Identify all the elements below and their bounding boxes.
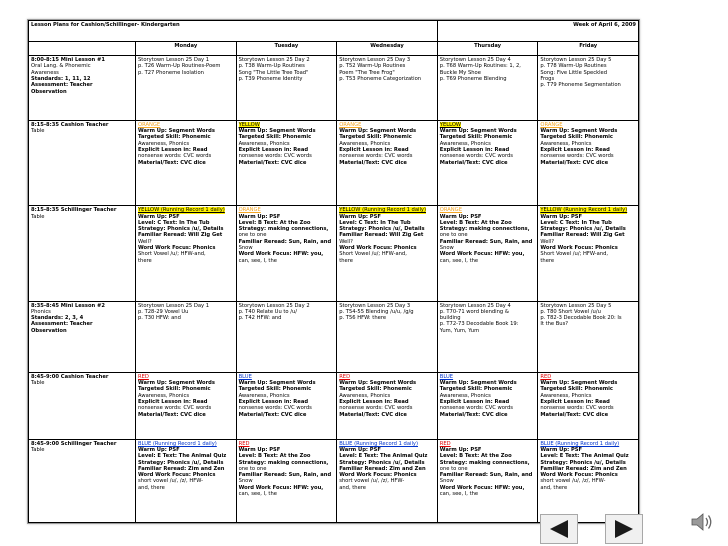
lesson-cell (337, 206, 438, 301)
lesson-text: can, see, I, the (439, 257, 479, 264)
lesson-text: p. T72-73 Decodable Book 19: (439, 321, 519, 328)
lesson-cell (236, 439, 337, 522)
standards-text: Assessment: Teacher (31, 321, 93, 328)
lesson-text: Storytown Lesson 25 Day 2 (238, 302, 310, 309)
lesson-text: p. T68 Warm-Up Routines: 1, 2, (439, 63, 521, 70)
lesson-text: there (540, 257, 555, 264)
lesson-plan-sheet (27, 19, 640, 524)
lesson-text: p. T27 Phoneme Isolation (138, 69, 204, 76)
lesson-text: Awareness, Phonics (439, 140, 491, 147)
lesson-text: Word Work Focus: Phonics (339, 244, 417, 251)
lesson-text: there (339, 257, 353, 264)
lesson-text: Storytown Lesson 25 Day 1 (138, 302, 210, 309)
lesson-text: Warm Up: PSF (439, 213, 482, 220)
lesson-text: Word Work Focus: Phonics (138, 244, 216, 251)
lesson-text: Song: Five Little Speckled (540, 69, 608, 76)
lesson-text: Warm Up: PSF (138, 446, 180, 453)
lesson-cell (538, 120, 639, 205)
lesson-text: Word Work Focus: Phonics (339, 472, 417, 479)
time-slot-text: Oral Lang. & Phonemic (31, 63, 91, 70)
schedule-row (29, 372, 639, 439)
lesson-cell (437, 206, 538, 301)
time-slot-text: 8:45-9:00 Cashion Teacher (31, 373, 109, 380)
lesson-text: Level: B Text: At the Zoo (439, 219, 512, 226)
lesson-text: Short Vowel /u/; HFW-and, (339, 251, 407, 258)
lesson-text: Familiar Reread: Will Zig Get (339, 232, 424, 239)
day-header-friday: Friday (538, 41, 639, 55)
lesson-text: Word Work Focus: Phonics (540, 244, 618, 251)
lesson-text: Warm Up: Segment Words (138, 380, 215, 387)
lesson-cell (437, 120, 538, 205)
lesson-text: Targeted Skill: Phonemic (439, 386, 513, 393)
lesson-cell (337, 372, 438, 439)
time-slot-text: Phonics (31, 308, 51, 315)
schedule-row (29, 439, 639, 522)
lesson-text: nonsense words: CVC words (238, 153, 312, 160)
lesson-text: Level: B Text: At the Zoo (439, 453, 512, 460)
standards-text: Assessment: Teacher (31, 82, 93, 89)
corner-cell (29, 41, 136, 55)
lesson-text: Awareness, Phonics (238, 392, 290, 399)
lesson-text: Material/Text: CVC dice (540, 159, 609, 166)
group-color-label: YELLOW (Running Record 1 daily) (138, 207, 225, 214)
lesson-text: can, see, I, the (439, 491, 479, 498)
lesson-text: short vowel /u/, /z/, HFW- (540, 478, 606, 485)
group-color-label: BLUE (Running Record 1 daily) (138, 440, 217, 447)
lesson-text: p. T56 HFW: there (339, 315, 387, 322)
group-color-label: BLUE (Running Record 1 daily) (540, 440, 620, 447)
lesson-text: can, see, I, the (238, 257, 277, 264)
lesson-text: Explicit Lesson in: Read (339, 398, 409, 405)
lesson-cell (236, 372, 337, 439)
lesson-text: Material/Text: CVC dice (138, 411, 206, 418)
lesson-text: Warm Up: Segment Words (439, 380, 517, 387)
lesson-cell (236, 301, 337, 372)
lesson-text: Storytown Lesson 25 Day 3 (339, 57, 411, 64)
lesson-text: Word Work Focus: HFW: you, (439, 484, 525, 491)
lesson-text: Material/Text: CVC dice (339, 411, 407, 418)
standards-text: Observation (31, 327, 67, 334)
lesson-text: Word Work Focus: Phonics (138, 472, 216, 479)
time-slot-text: 8:35-8:45 Mini Lesson #2 (31, 302, 106, 309)
group-color-label: RED (238, 440, 250, 447)
prev-slide-button[interactable] (540, 514, 578, 544)
lesson-cell (538, 372, 639, 439)
week-label: Week of April 6, 2009 (437, 21, 638, 42)
time-slot-text: Table (31, 213, 45, 220)
group-color-label: YELLOW (238, 121, 260, 128)
lesson-text: Targeted Skill: Phonemic (540, 134, 613, 141)
lesson-text: Targeted Skill: Phonemic (138, 134, 211, 141)
lesson-text: Poem "The Tree Frog" (339, 69, 395, 76)
lesson-text: Awareness, Phonics (238, 140, 290, 147)
time-slot-text: 8:45-9:00 Schillinger Teacher (31, 440, 117, 447)
lesson-text: Strategy: Phonics /u/, Details (339, 459, 425, 466)
time-slot-text: 8:15-8:35 Schillinger Teacher (31, 207, 117, 214)
lesson-text: Strategy: making connections, (439, 226, 530, 233)
lesson-text: Buckle My Shoe (439, 69, 481, 76)
lesson-text: Warm Up: PSF (238, 213, 281, 220)
lesson-text: Yum, Yum, Yum (439, 327, 480, 334)
time-slot-cell (29, 372, 136, 439)
lesson-text: nonsense words: CVC words (238, 405, 312, 412)
standards-text: Standards: 2, 3, 4 (31, 315, 84, 322)
lesson-text: there (138, 257, 152, 264)
lesson-cell (136, 206, 237, 301)
lesson-text: Word Work Focus: Phonics (540, 472, 618, 479)
lesson-text: Level: B Text: At the Zoo (238, 453, 311, 460)
lesson-text: short vowel /u/, /z/, HFW- (339, 478, 405, 485)
lesson-cell (437, 439, 538, 522)
group-color-label: YELLOW (Running Record 1 daily) (339, 207, 426, 214)
lesson-text: Awareness, Phonics (138, 140, 190, 147)
triangle-left-icon (541, 515, 577, 543)
lesson-text: Level: B Text: At the Zoo (238, 219, 311, 226)
lesson-text: Strategy: Phonics /u/, Details (138, 459, 224, 466)
lesson-cell (538, 56, 639, 121)
lesson-text: Warm Up: Segment Words (238, 128, 316, 135)
lesson-text: Material/Text: CVC dice (439, 411, 508, 418)
lesson-text: p. T69 Phoneme Blending (439, 75, 507, 82)
lesson-text: Strategy: Phonics /u/, Details (138, 226, 224, 233)
lesson-text: Storytown Lesson 25 Day 5 (540, 302, 612, 309)
lesson-text: Familiar Reread: Zim and Zen (540, 465, 627, 472)
time-slot-cell (29, 206, 136, 301)
schedule-row (29, 206, 639, 301)
lesson-text: p. T80 Short Vowel /u/u (540, 308, 601, 315)
lesson-text: Warm Up: Segment Words (540, 128, 618, 135)
lesson-cell (136, 372, 237, 439)
lesson-text: Storytown Lesson 25 Day 1 (138, 57, 210, 64)
lesson-text: Level: E Text: The Animal Quiz (540, 453, 629, 460)
lesson-text: Explicit Lesson in: Read (238, 398, 309, 405)
lesson-text: Warm Up: PSF (339, 213, 381, 220)
lesson-text: Level: C Text: In The Tub (138, 219, 210, 226)
group-color-label: RED (439, 440, 451, 447)
lesson-text: Explicit Lesson in: Read (439, 398, 510, 405)
lesson-text: Awareness, Phonics (339, 140, 391, 147)
lesson-text: Explicit Lesson in: Read (439, 146, 510, 153)
lesson-cell (538, 439, 639, 522)
lesson-text: Frogs (540, 75, 555, 82)
speaker-icon[interactable] (689, 510, 715, 534)
group-color-label: ORANGE (339, 121, 362, 128)
lesson-text: building (439, 315, 461, 322)
time-slot-text: 8:15-8:35 Cashion Teacher (31, 121, 109, 128)
triangle-right-icon (606, 515, 642, 543)
lesson-text: Targeted Skill: Phonemic (238, 134, 312, 141)
lesson-text: one to one (238, 465, 267, 472)
lesson-text: Song "The Little Tree Toad" (238, 69, 309, 76)
next-slide-button[interactable] (605, 514, 643, 544)
lesson-cell (337, 301, 438, 372)
lesson-text: Well? (138, 238, 152, 245)
lesson-text: Material/Text: CVC dice (238, 411, 307, 418)
lesson-text: Explicit Lesson in: Read (540, 398, 610, 405)
lesson-text: Strategy: Phonics /u/, Details (540, 226, 626, 233)
lesson-text: Familiar Reread: Zim and Zen (138, 465, 225, 472)
time-slot-cell (29, 301, 136, 372)
lesson-text: Strategy: making connections, (238, 459, 329, 466)
lesson-text: p. T78 Warm-Up Routines (540, 63, 607, 70)
lesson-text: Familiar Reread: Will Zig Get (540, 232, 625, 239)
lesson-text: Level: E Text: The Animal Quiz (138, 453, 227, 460)
lesson-cell (337, 439, 438, 522)
group-color-label: BLUE (439, 373, 454, 380)
lesson-text: Warm Up: PSF (540, 213, 583, 220)
lesson-text: nonsense words: CVC words (540, 153, 614, 160)
lesson-text: p. T30 HFW: and (138, 315, 181, 322)
lesson-text: Strategy: making connections, (238, 226, 329, 233)
lesson-text: Warm Up: Segment Words (138, 128, 215, 135)
lesson-cell (136, 56, 237, 121)
group-color-label: BLUE (238, 373, 252, 380)
lesson-text: and, there (138, 484, 165, 491)
lesson-cell (136, 301, 237, 372)
lesson-text: Well? (339, 238, 353, 245)
group-color-label: RED (138, 373, 149, 380)
lesson-text: Awareness, Phonics (138, 392, 190, 399)
time-slot-text: Table (31, 446, 45, 453)
lesson-text: Short Vowel /u/; HFW-and, (138, 251, 206, 258)
lesson-text: Strategy: Phonics /u/, Details (540, 459, 626, 466)
lesson-text: nonsense words: CVC words (339, 405, 413, 412)
lesson-cell (236, 206, 337, 301)
day-header-wednesday: Wednesday (337, 41, 438, 55)
group-color-label: RED (540, 373, 552, 380)
lesson-text: Warm Up: PSF (238, 446, 281, 453)
group-color-label: ORANGE (540, 121, 563, 128)
group-color-label: YELLOW (439, 121, 462, 128)
lesson-cell (538, 301, 639, 372)
lesson-text: Snow (439, 478, 454, 485)
lesson-text: p. T70-71 word blending & (439, 308, 509, 315)
lesson-text: Explicit Lesson in: Read (138, 146, 208, 153)
lesson-text: Explicit Lesson in: Read (540, 146, 610, 153)
lesson-text: Explicit Lesson in: Read (339, 146, 409, 153)
standards-text: Observation (31, 88, 67, 95)
lesson-text: It the Bus? (540, 321, 569, 328)
lesson-text: Warm Up: PSF (540, 446, 583, 453)
lesson-text: Word Work Focus: HFW: you, (238, 484, 324, 491)
lesson-text: one to one (238, 232, 267, 239)
lesson-text: Short Vowel /u/; HFW-and, (540, 251, 609, 258)
schedule-body (29, 56, 639, 523)
time-slot-text: 8:00-8:15 Mini Lesson #1 (31, 57, 106, 64)
group-color-label: ORANGE (238, 207, 261, 214)
lesson-text: p. T38 Warm-Up Routines (238, 63, 305, 70)
lesson-text: Storytown Lesson 25 Day 4 (439, 57, 511, 64)
lesson-text: can, see, I, the (238, 491, 277, 498)
schedule-row (29, 120, 639, 205)
time-slot-cell (29, 56, 136, 121)
group-color-label: BLUE (Running Record 1 daily) (339, 440, 418, 447)
lesson-text: Material/Text: CVC dice (238, 159, 307, 166)
lesson-text: Material/Text: CVC dice (138, 159, 206, 166)
group-color-label: YELLOW (Running Record 1 daily) (540, 207, 628, 214)
lesson-text: Word Work Focus: HFW: you, (439, 251, 525, 258)
lesson-text: nonsense words: CVC words (439, 405, 514, 412)
page-title: Lesson Plans for Cashion/Schillinger- Kindergarten (29, 21, 438, 42)
lesson-cell (236, 56, 337, 121)
lesson-cell (337, 120, 438, 205)
schedule-row (29, 301, 639, 372)
lesson-text: Warm Up: Segment Words (439, 128, 517, 135)
lesson-text: Warm Up: Segment Words (339, 128, 417, 135)
lesson-text: Awareness, Phonics (339, 392, 391, 399)
lesson-text: Level: E Text: The Animal Quiz (339, 453, 428, 460)
day-header-monday: Monday (136, 41, 237, 55)
lesson-text: Storytown Lesson 25 Day 3 (339, 302, 411, 309)
lesson-text: nonsense words: CVC words (540, 405, 614, 412)
lesson-cell (136, 120, 237, 205)
time-slot-text: Table (31, 380, 45, 387)
lesson-text: p. T82-3 Decodable Book 20: Is (540, 315, 622, 322)
lesson-text: Familiar Reread: Will Zig Get (138, 232, 223, 239)
lesson-text: Snow (439, 244, 454, 251)
lesson-cell (337, 56, 438, 121)
lesson-text: nonsense words: CVC words (439, 153, 514, 160)
lesson-text: Snow (238, 244, 253, 251)
lesson-text: and, there (339, 484, 366, 491)
lesson-text: Familiar Reread: Sun, Rain, and (439, 238, 533, 245)
lesson-text: nonsense words: CVC words (138, 405, 212, 412)
lesson-text: Level: C Text: In The Tub (339, 219, 411, 226)
lesson-text: and, there (540, 484, 568, 491)
lesson-text: Targeted Skill: Phonemic (238, 386, 312, 393)
lesson-text: p. T54-55 Blending /u/u, /g/g (339, 308, 414, 315)
group-color-label: ORANGE (439, 207, 462, 214)
lesson-text: p. T40 Relate Uu to /u/ (238, 308, 298, 315)
lesson-text: Warm Up: Segment Words (339, 380, 417, 387)
lesson-text: Warm Up: Segment Words (238, 380, 316, 387)
lesson-text: Level: C Text: In The Tub (540, 219, 612, 226)
lesson-text: p. T53 Phoneme Categorization (339, 75, 422, 82)
lesson-cell (437, 372, 538, 439)
lesson-text: Awareness, Phonics (439, 392, 491, 399)
lesson-text: Warm Up: PSF (138, 213, 180, 220)
time-slot-text: Table (31, 128, 45, 135)
lesson-cell (437, 56, 538, 121)
lesson-text: Explicit Lesson in: Read (238, 146, 309, 153)
lesson-text: Strategy: Phonics /u/, Details (339, 226, 425, 233)
day-header-tuesday: Tuesday (236, 41, 337, 55)
lesson-text: Warm Up: PSF (339, 446, 381, 453)
group-color-label: RED (339, 373, 351, 380)
lesson-text: Targeted Skill: Phonemic (138, 386, 211, 393)
lesson-text: nonsense words: CVC words (339, 153, 413, 160)
schedule-row (29, 56, 639, 121)
lesson-text: Storytown Lesson 25 Day 5 (540, 57, 612, 64)
lesson-text: nonsense words: CVC words (138, 153, 212, 160)
lesson-text: Warm Up: Segment Words (540, 380, 618, 387)
lesson-text: Strategy: making connections, (439, 459, 530, 466)
lesson-text: Familiar Reread: Sun, Rain, and (439, 472, 533, 479)
lesson-text: Storytown Lesson 25 Day 4 (439, 302, 511, 309)
lesson-text: Familiar Reread: Sun, Rain, and (238, 238, 332, 245)
group-color-label: ORANGE (138, 121, 161, 128)
lesson-cell (437, 301, 538, 372)
time-slot-text: Awareness (31, 69, 59, 76)
time-slot-cell (29, 120, 136, 205)
standards-text: Standards: 1, 11, 12 (31, 75, 91, 82)
lesson-text: Targeted Skill: Phonemic (540, 386, 613, 393)
lesson-text: p. T52 Warm-Up Routines (339, 63, 406, 70)
lesson-cell (136, 439, 237, 522)
lesson-text: Targeted Skill: Phonemic (439, 134, 513, 141)
lesson-text: p. T28-29 Vowel Uu (138, 308, 189, 315)
lesson-text: p. T39 Phoneme Identity (238, 75, 303, 82)
lesson-plan-table (28, 20, 639, 523)
lesson-text: Warm Up: PSF (439, 446, 482, 453)
lesson-text: p. T26 Warm-Up Routines-Poem (138, 63, 221, 70)
lesson-text: Targeted Skill: Phonemic (339, 386, 412, 393)
lesson-text: p. T42 HFW: and (238, 315, 282, 322)
time-slot-cell (29, 439, 136, 522)
lesson-text: one to one (439, 465, 468, 472)
lesson-text: Material/Text: CVC dice (339, 159, 407, 166)
lesson-text: Snow (238, 478, 253, 485)
lesson-text: one to one (439, 232, 468, 239)
lesson-text: Awareness, Phonics (540, 392, 592, 399)
lesson-text: Storytown Lesson 25 Day 2 (238, 57, 310, 64)
lesson-text: Explicit Lesson in: Read (138, 398, 208, 405)
day-header-thursday: Thursday (437, 41, 538, 55)
lesson-text: Word Work Focus: HFW: you, (238, 251, 324, 258)
lesson-cell (538, 206, 639, 301)
lesson-text: p. T79 Phoneme Segmentation (540, 82, 621, 89)
lesson-cell (236, 120, 337, 205)
lesson-text: Material/Text: CVC dice (439, 159, 508, 166)
lesson-text: short vowel /u/, /z/, HFW- (138, 478, 204, 485)
lesson-text: Awareness, Phonics (540, 140, 592, 147)
lesson-text: Familiar Reread: Zim and Zen (339, 465, 426, 472)
lesson-text: Material/Text: CVC dice (540, 411, 609, 418)
lesson-text: Targeted Skill: Phonemic (339, 134, 412, 141)
lesson-text: Familiar Reread: Sun, Rain, and (238, 472, 332, 479)
lesson-text: Well? (540, 238, 555, 245)
